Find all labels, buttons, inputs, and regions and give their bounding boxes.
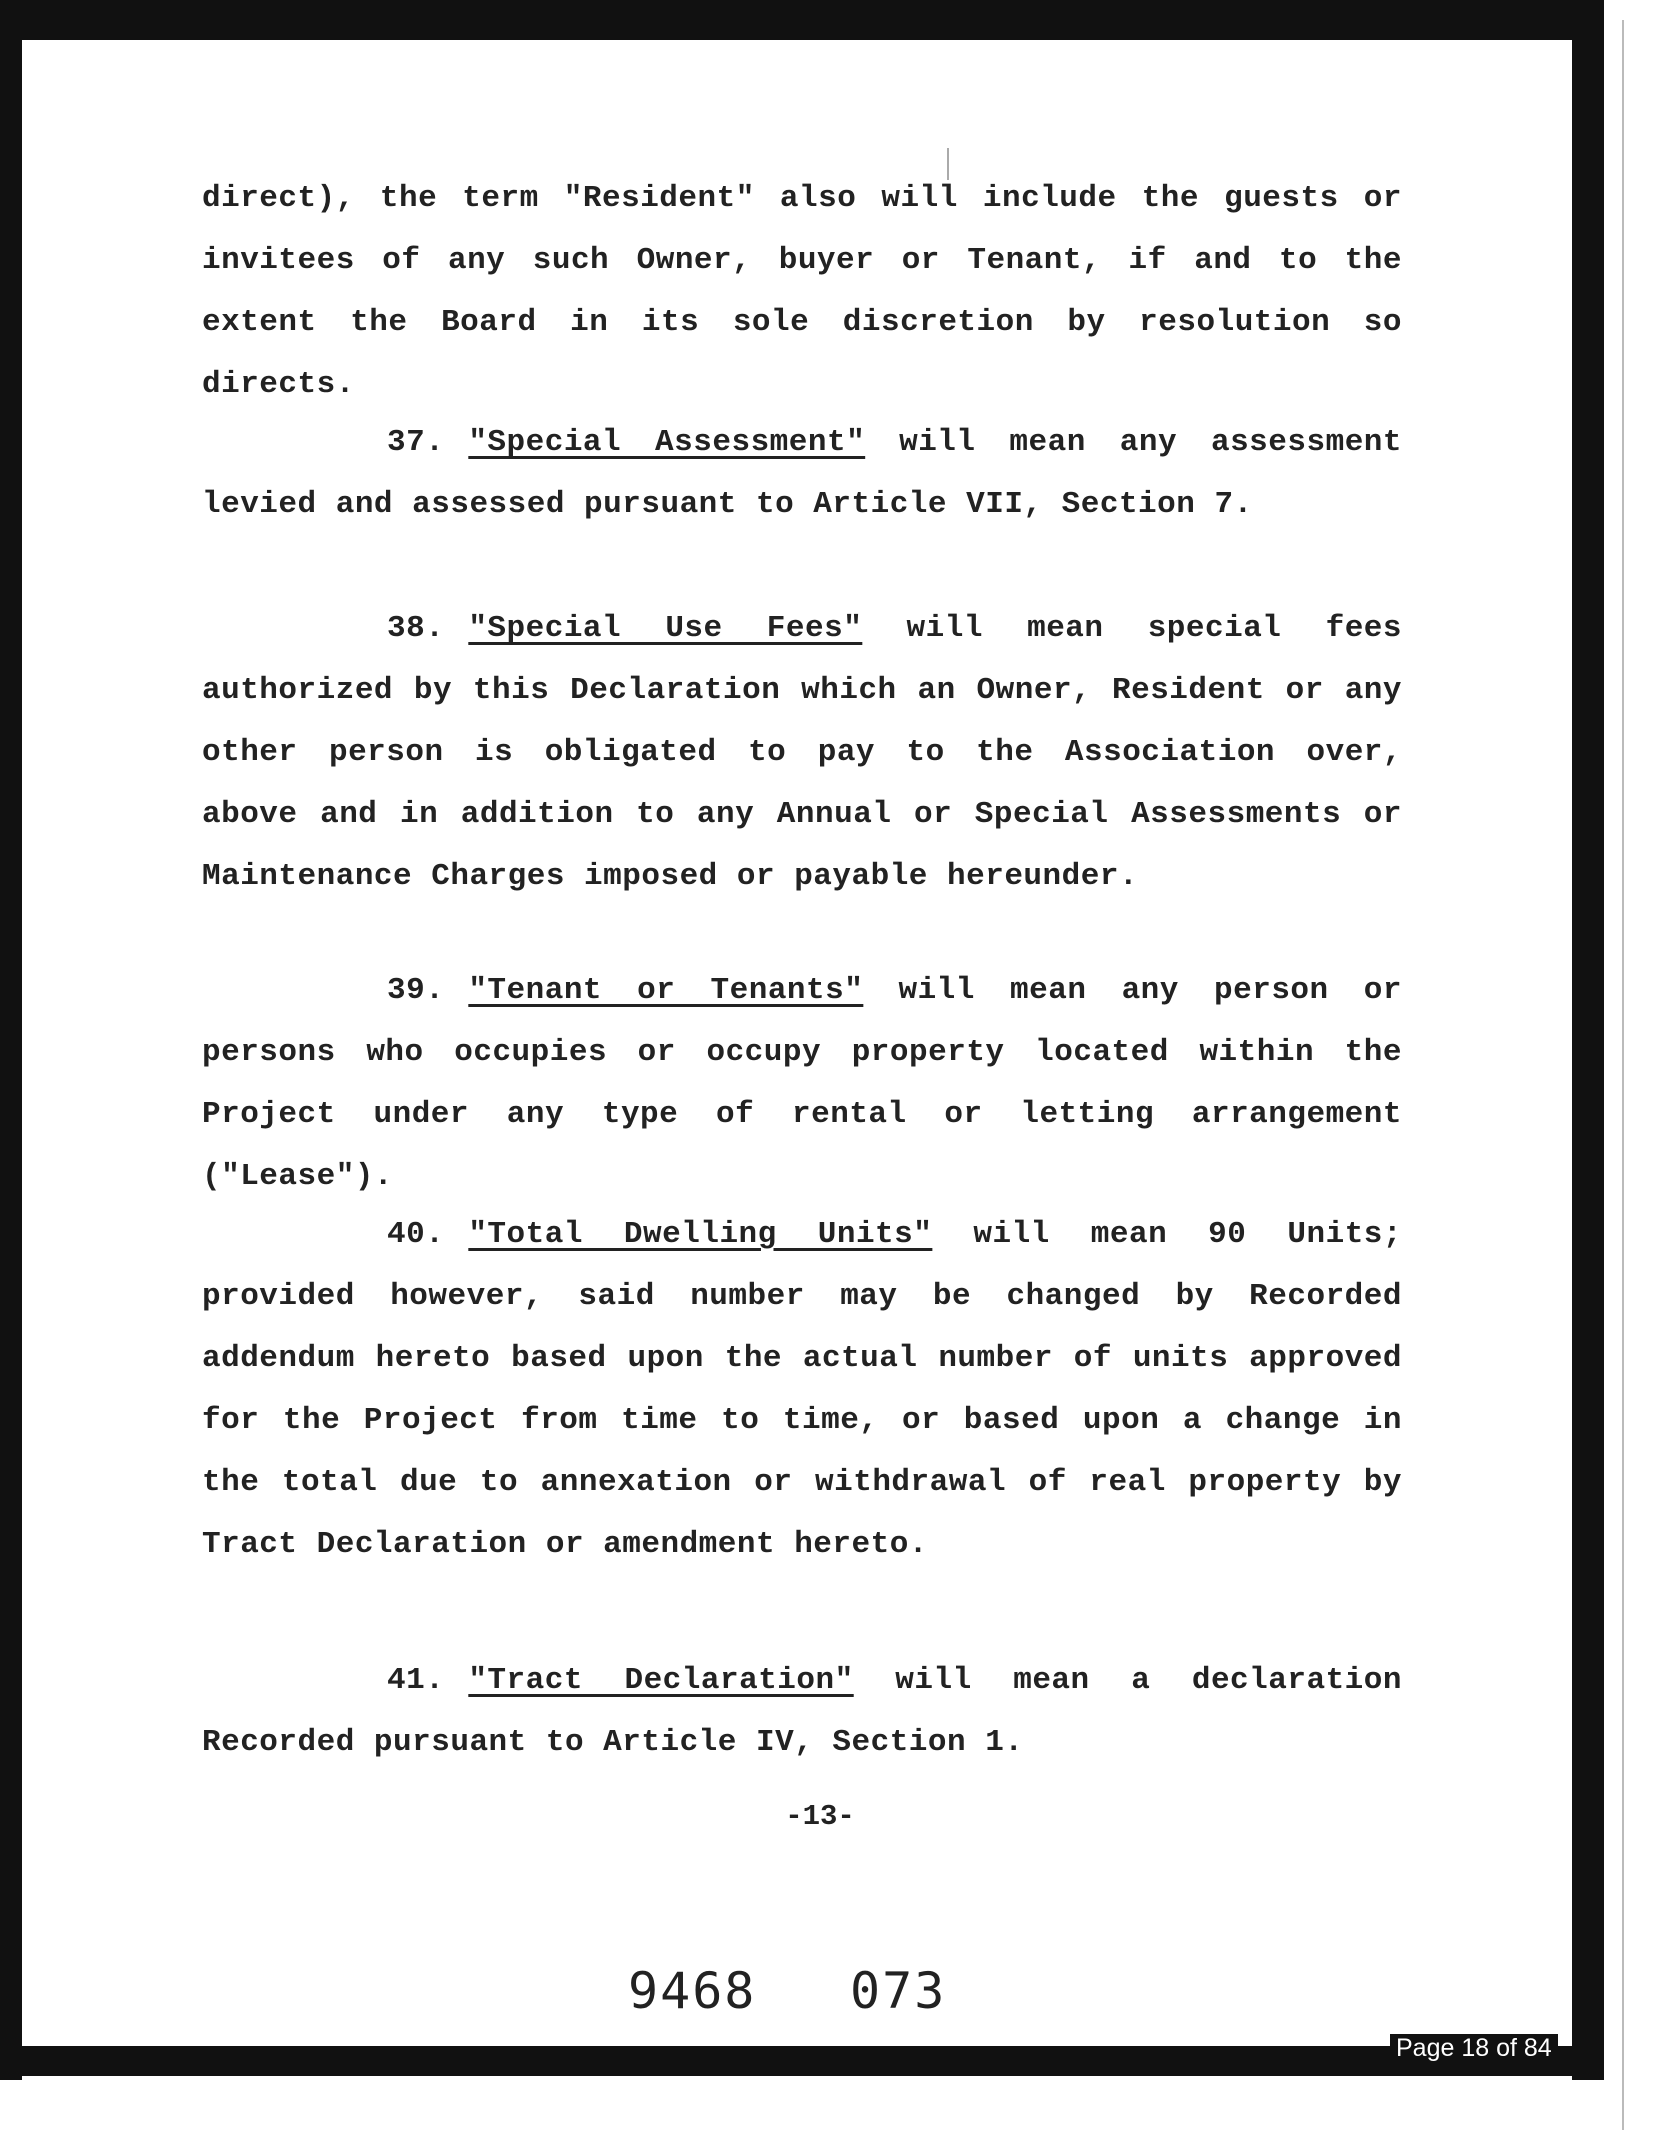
- defined-term: "Tenant or Tenants": [468, 973, 864, 1008]
- definition-41: [202, 1650, 1402, 1774]
- definition-37: [202, 412, 1402, 536]
- definition-text: will mean any assessment levied and assessed pursuant to Article VII, Section 7.: [202, 425, 1403, 522]
- definition-38: [202, 598, 1402, 908]
- definition-text: will mean any person or persons who occupies or occupy property located within the Project under any type of rental or letting arrangement ("Lease").: [202, 973, 1402, 1194]
- scan-border-right: [1572, 0, 1604, 2080]
- paragraph-text: direct), the term "Resident" also will include the guests or invitees of any such Owner, buyer or Tenant, if and to the extent the Board in its sole discretion by resolution so directs.: [202, 181, 1402, 402]
- page-counter: Page 18 of 84: [1390, 2034, 1558, 2063]
- definition-text: will mean 90 Units; provided however, said number may be changed by Recorded addendum hereto based upon the actual number of units approved for the Project from time to time, or based upon a change in the total due to annexation or withdrawal of real property by Tract Declaration or amendment hereto.: [202, 1217, 1402, 1562]
- defined-term: "Special Use Fees": [468, 611, 863, 646]
- definition-text: will mean special fees authorized by this Declaration which an Owner, Resident or any other person is obligated to pay to the Association over, above and in addition to any Annual or Special Assessments or Maintenance Charges imposed or payable hereunder.: [202, 611, 1402, 894]
- recording-stamp-page: 073: [850, 1962, 947, 2020]
- paragraph-continuation: [202, 168, 1402, 416]
- defined-term: "Special Assessment": [468, 425, 866, 460]
- scan-border-top: [0, 0, 1600, 40]
- definition-text: will mean a declaration Recorded pursuant to Article IV, Section 1.: [202, 1663, 1402, 1760]
- recording-stamp-book: 9468: [628, 1962, 757, 2020]
- definition-number: 41.: [387, 1663, 445, 1698]
- definition-40: [202, 1204, 1402, 1576]
- defined-term: "Total Dwelling Units": [468, 1217, 933, 1252]
- scan-border-left: [0, 0, 22, 2080]
- definition-number: 38.: [387, 611, 445, 646]
- scan-border-bottom: [0, 2046, 1604, 2076]
- definition-number: 39.: [387, 973, 445, 1008]
- definition-number: 40.: [387, 1217, 445, 1252]
- definition-39: [202, 960, 1402, 1208]
- definition-number: 37.: [387, 425, 445, 460]
- defined-term: "Tract Declaration": [468, 1663, 854, 1698]
- page-number: -13-: [785, 1800, 855, 1833]
- margin-line: [1622, 20, 1624, 2130]
